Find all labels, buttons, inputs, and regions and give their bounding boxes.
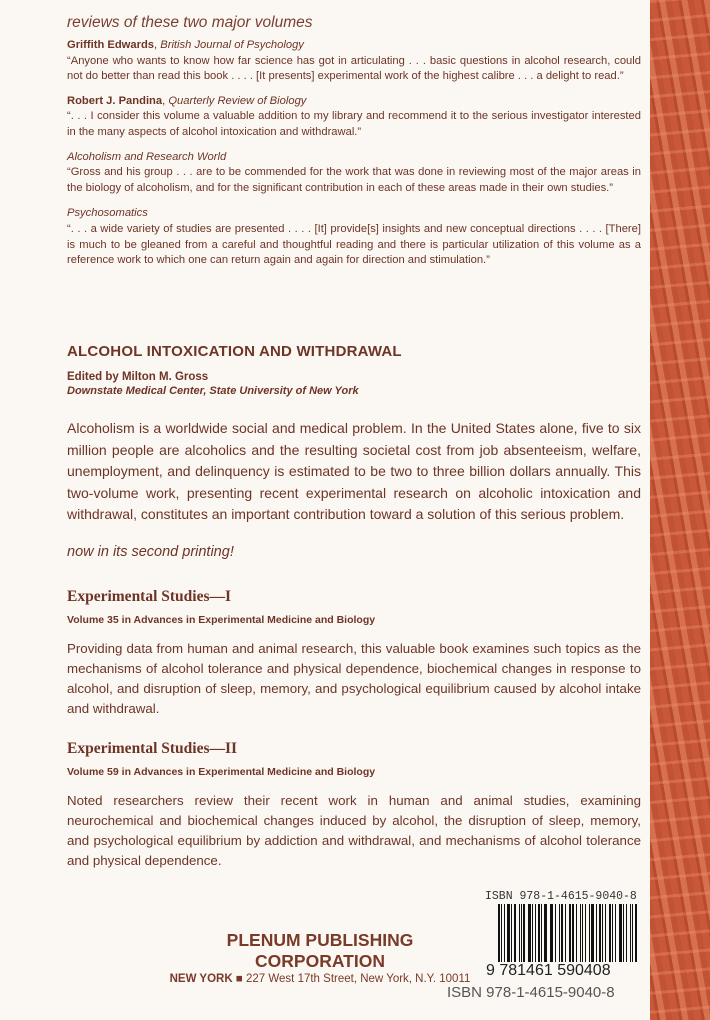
barcode-bar bbox=[561, 904, 563, 962]
barcode-digits bbox=[486, 962, 611, 980]
affiliation: Downstate Medical Center, State University of New York bbox=[67, 385, 359, 397]
barcode-bar bbox=[589, 904, 590, 962]
barcode-bar bbox=[582, 904, 584, 962]
barcode-bar bbox=[528, 904, 531, 962]
publisher-address-line: NEW YORK ■ 227 West 17th Street, New York, N.Y. 10011 bbox=[169, 973, 471, 985]
publisher-city: NEW YORK bbox=[169, 973, 233, 985]
barcode-bar bbox=[544, 904, 547, 962]
barcode-bar bbox=[532, 904, 533, 962]
editor: Edited by Milton M. Gross bbox=[67, 371, 209, 383]
review-source: Robert J. Pandina, Quarterly Review of Biology bbox=[67, 94, 307, 107]
barcode-bar bbox=[565, 904, 566, 962]
barcode-bar bbox=[602, 904, 603, 962]
barcode-bar bbox=[501, 904, 502, 962]
barcode-bar bbox=[635, 904, 637, 962]
barcode-bar bbox=[623, 904, 624, 962]
barcode-bar bbox=[551, 904, 553, 962]
volume-series: Volume 59 in Advances in Experimental Medicine and Biology bbox=[67, 766, 376, 778]
barcode-bar bbox=[555, 904, 556, 962]
barcode-bar bbox=[609, 904, 611, 962]
review-source: Griffith Edwards, British Journal of Psychology bbox=[67, 39, 304, 51]
barcode-bar bbox=[632, 904, 633, 962]
reviews-section bbox=[67, 14, 641, 269]
volume-1 bbox=[67, 588, 641, 719]
barcode-bar bbox=[521, 904, 522, 962]
barcode-bar bbox=[591, 904, 594, 962]
book-description: Alcoholism is a worldwide social and medical problem. In the United States alone, five to six million people are alcoholics and the resulting societal cost from job absenteeism, welfare, unemployment, and delinquency is estimated to be two to three billion dollars annually. This two-volume work, presenting recent experimental research on alcoholic intoxication and withdrawal, constitutes an important contribution toward a solution of this serious problem. bbox=[67, 420, 641, 522]
barcode-bar bbox=[538, 904, 540, 962]
barcode-bar bbox=[585, 904, 586, 962]
barcode-bar bbox=[572, 904, 574, 962]
barcode-bar bbox=[511, 904, 512, 962]
barcode-bar bbox=[550, 904, 551, 962]
review-journal: Alcoholism and Research World bbox=[67, 150, 227, 163]
barcode-bar bbox=[504, 904, 505, 962]
volume-description: Noted researchers review their recent work in human and animal studies, examining neurochemical and biochemical changes induced by alcohol, the disruption of sleep, memory, and psychological equilibrium by addiction and withdrawal, and mechanisms of alcohol tolerance and physical dependence. bbox=[67, 793, 641, 868]
barcode-bar bbox=[535, 904, 536, 962]
barcode-bar bbox=[599, 904, 601, 962]
review-journal: Psychosomatics bbox=[67, 207, 148, 220]
barcode-bar bbox=[619, 904, 622, 962]
volume-description: Providing data from human and animal research, this valuable book examines such topics as the mechanisms of alcohol tolerance and physical dependence, biochemical changes in response to alcohol, and disruption of sleep, memory, and psychological equilibrium caused by alcohol intake and withdrawal. bbox=[67, 641, 641, 716]
isbn-top: ISBN 978-1-4615-9040-8 bbox=[485, 890, 637, 903]
barcode-digit-first: 9 bbox=[486, 962, 495, 979]
barcode-bar bbox=[541, 904, 542, 962]
review-quote: “Anyone who wants to know how far science has got in articulating . . . basic questions in alcohol research, could not do better than read this book . . . . [It presents] experimental work of the highest calibre . . . a delight to read.” bbox=[67, 54, 641, 83]
barcode-bar bbox=[605, 904, 606, 962]
publisher-address: 227 West 17th Street, New York, N.Y. 10011 bbox=[246, 973, 471, 985]
volume-title: Experimental Studies—II bbox=[67, 740, 238, 757]
barcode-bar bbox=[507, 904, 510, 962]
barcode-bar bbox=[626, 904, 627, 962]
printing-note: now in its second printing! bbox=[67, 543, 234, 560]
isbn-bottom: ISBN 978-1-4615-9040-8 bbox=[447, 984, 615, 1001]
volume-2 bbox=[67, 740, 641, 871]
book-info bbox=[67, 343, 641, 560]
volume-series: Volume 35 in Advances in Experimental Medicine and Biology bbox=[67, 614, 376, 626]
barcode-bar bbox=[612, 904, 614, 962]
book-title: ALCOHOL INTOXICATION AND WITHDRAWAL bbox=[67, 343, 402, 360]
barcode-bar bbox=[630, 904, 632, 962]
review-quote: “. . . a wide variety of studies are presented . . . . [It] provide[s] insights and new conceptual directions . . . . [There] is much to be gleaned from a careful and thoughtful reading and there is particular utilization of this volume as a reference work to which one can return again and again for direction and stimulation.” bbox=[67, 222, 641, 267]
barcode-bar bbox=[523, 904, 525, 962]
review-journal: Quarterly Review of Biology bbox=[168, 94, 307, 107]
reviews-heading: reviews of these two major volumes bbox=[67, 14, 313, 31]
review-journal: British Journal of Psychology bbox=[160, 39, 304, 51]
review-author: Griffith Edwards bbox=[67, 39, 155, 51]
barcode-bar bbox=[559, 904, 560, 962]
barcode-bar bbox=[569, 904, 572, 962]
barcode-bar bbox=[519, 904, 520, 962]
volume-title: Experimental Studies—I bbox=[67, 588, 232, 605]
barcode-bar bbox=[576, 904, 577, 962]
review-quote: “. . . I consider this volume a valuable addition to my library and recommend it to the serious investigator interested in the many aspects of alcohol intoxication and withdrawal.” bbox=[67, 110, 641, 138]
barcode bbox=[498, 904, 640, 962]
barcode-bar bbox=[498, 904, 500, 962]
barcode-bar bbox=[615, 904, 616, 962]
barcode-bar bbox=[514, 904, 516, 962]
publisher-name: PLENUM PUBLISHING CORPORATION bbox=[226, 930, 414, 971]
review-author: Robert J. Pandina bbox=[67, 94, 163, 107]
barcode-digits-rest: 781461 590408 bbox=[499, 962, 611, 979]
barcode-bar bbox=[580, 904, 581, 962]
barcode-bar bbox=[596, 904, 597, 962]
publisher-imprint bbox=[160, 930, 480, 985]
review-quote: “Gross and his group . . . are to be commended for the work that was done in reviewing most of the major areas in the biology of alcoholism, and for the significant contribution in each of these areas made in their own studies.” bbox=[67, 166, 641, 194]
spine-marbled-band bbox=[650, 0, 710, 1020]
